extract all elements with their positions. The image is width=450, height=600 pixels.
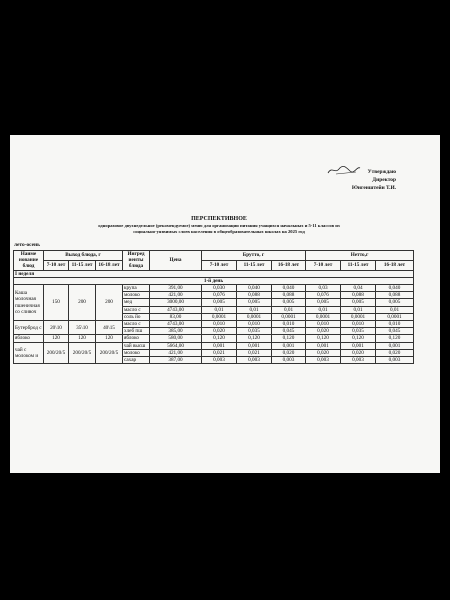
net-value: 0,010 — [306, 321, 341, 328]
ingredient-name: масло с — [123, 306, 150, 313]
net-value: 0,001 — [341, 342, 376, 349]
dish-name: чай с молоком и — [14, 342, 44, 364]
ingredient-name: молоко — [123, 292, 150, 299]
gross-value: 0,005 — [272, 299, 306, 306]
ingredient-name: мед — [123, 299, 150, 306]
menu-table — [13, 250, 414, 364]
gross-value: 0,088 — [272, 292, 306, 299]
dish-yield: 200/20/5 — [44, 342, 69, 364]
ingredient-name: крупа — [123, 285, 150, 292]
ingredient-name: масло с — [123, 321, 150, 328]
dish-yield: 35\10 — [69, 321, 96, 335]
gross-value: 0,0001 — [202, 313, 237, 320]
net-value: 0,010 — [341, 321, 376, 328]
net-value: 0,0001 — [376, 313, 414, 320]
net-value: 0,035 — [341, 328, 376, 335]
dish-yield: 200/20/5 — [69, 342, 96, 364]
dish-yield: 200 — [96, 285, 123, 321]
document-subtitle-1: одноразовое двухнедельное (рекомендуемое) меню для организации питания учащихся начальных и 5-11 классов из — [98, 223, 340, 228]
ingredient-name: чай высш — [123, 342, 150, 349]
approval-block — [352, 168, 396, 192]
gross-value: 0,120 — [202, 335, 237, 342]
approval-line1: Утверждаю — [367, 169, 396, 175]
gross-value: 0,076 — [202, 292, 237, 299]
approval-line2: Директор — [372, 177, 396, 183]
header-yield-age3: 16-18 лет — [96, 260, 123, 270]
ingredient-name: соль йо — [123, 313, 150, 320]
ingredient-price: 83,00 — [150, 313, 202, 320]
net-value: 0,01 — [306, 306, 341, 313]
gross-value: 0,0001 — [272, 313, 306, 320]
header-dish-name: Наиме нование блюд — [14, 251, 44, 271]
gross-value: 0,01 — [202, 306, 237, 313]
header-price: Цена — [150, 251, 202, 271]
dish-name: Бутерброд с — [14, 321, 44, 335]
net-value: 0,120 — [306, 335, 341, 342]
header-gross-age2: 11-15 лет — [237, 260, 272, 270]
table-row — [14, 285, 414, 292]
gross-value: 0,005 — [202, 299, 237, 306]
gross-value: 0,010 — [272, 321, 306, 328]
net-value: 0,0001 — [306, 313, 341, 320]
gross-value: 0,003 — [202, 357, 237, 364]
gross-value: 0,0001 — [237, 313, 272, 320]
net-value: 0,020 — [306, 328, 341, 335]
gross-value: 0,010 — [202, 321, 237, 328]
net-value: 0,001 — [306, 342, 341, 349]
dish-name: Каша молочная пшеничная со сливоч — [14, 285, 44, 321]
header-gross: Брутто, г — [202, 251, 306, 261]
gross-value: 0,020 — [272, 349, 306, 356]
gross-value: 0,030 — [202, 285, 237, 292]
ingredient-price: 3000,00 — [150, 299, 202, 306]
gross-value: 0,001 — [237, 342, 272, 349]
week-label: I неделя — [14, 270, 414, 277]
header-gross-age1: 7-10 лет — [202, 260, 237, 270]
net-value: 0,005 — [306, 299, 341, 306]
ingredient-price: 385,00 — [150, 328, 202, 335]
dish-name: яблоко — [14, 335, 44, 342]
net-value: 0,003 — [376, 357, 414, 364]
header-net-age3: 16-18 лет — [376, 260, 414, 270]
gross-value: 0,01 — [237, 306, 272, 313]
gross-value: 0,020 — [202, 328, 237, 335]
ingredient-price: 580,00 — [150, 335, 202, 342]
document-subtitle-2: социально-уязвимых слоев населения в общеобразовательных школах на 2025 год — [133, 229, 305, 235]
dish-yield: 120 — [44, 335, 69, 342]
document-heading: ПЕРСПЕКТИВНОЕ — [191, 216, 247, 222]
net-value: 0,088 — [376, 292, 414, 299]
ingredient-price: 4743,00 — [150, 321, 202, 328]
ingredient-price: 4743,00 — [150, 306, 202, 313]
header-ingredients: Ингред иенты блюда — [123, 251, 150, 271]
ingredient-price: 391,00 — [150, 285, 202, 292]
net-value: 0,01 — [341, 306, 376, 313]
day-label: 1-й день — [14, 277, 414, 284]
table-row — [14, 335, 414, 342]
gross-value: 0,003 — [237, 357, 272, 364]
gross-value: 0,040 — [272, 285, 306, 292]
net-value: 0,020 — [376, 349, 414, 356]
gross-value: 0,010 — [237, 321, 272, 328]
gross-value: 0,003 — [272, 357, 306, 364]
gross-value: 0,040 — [237, 285, 272, 292]
net-value: 0,003 — [306, 357, 341, 364]
ingredient-price: 421,00 — [150, 349, 202, 356]
ingredient-price: 421,00 — [150, 292, 202, 299]
dish-yield: 200/20/5 — [96, 342, 123, 364]
net-value: 0,005 — [376, 299, 414, 306]
net-value: 0,076 — [306, 292, 341, 299]
net-value: 0,088 — [341, 292, 376, 299]
gross-value: 0,001 — [202, 342, 237, 349]
net-value: 0,120 — [376, 335, 414, 342]
net-value: 0,040 — [376, 285, 414, 292]
net-value: 0,003 — [341, 357, 376, 364]
header-yield-age2: 11-15 лет — [69, 260, 96, 270]
header-net: Нетто,г — [306, 251, 414, 261]
gross-value: 0,088 — [237, 292, 272, 299]
table-row — [14, 342, 414, 349]
gross-value: 0,035 — [237, 328, 272, 335]
net-value: 0,020 — [306, 349, 341, 356]
dish-yield: 120 — [69, 335, 96, 342]
gross-value: 0,021 — [202, 349, 237, 356]
document-page — [10, 135, 440, 473]
table-row — [14, 321, 414, 328]
header-net-age2: 11-15 лет — [341, 260, 376, 270]
net-value: 0,005 — [341, 299, 376, 306]
gross-value: 0,005 — [237, 299, 272, 306]
gross-value: 0,120 — [237, 335, 272, 342]
dish-yield: 120 — [96, 335, 123, 342]
gross-value: 0,01 — [272, 306, 306, 313]
ingredient-name: хлеб пш — [123, 328, 150, 335]
approval-line3: Юнгенштейн Т.И. — [351, 185, 396, 191]
ingredient-price: 387,00 — [150, 357, 202, 364]
dish-yield: 150 — [44, 285, 69, 321]
dish-yield: 40\15 — [96, 321, 123, 335]
net-value: 0,120 — [341, 335, 376, 342]
ingredient-name: молоко — [123, 349, 150, 356]
signature-mark — [326, 164, 362, 176]
net-value: 0,010 — [376, 321, 414, 328]
net-value: 0,01 — [376, 306, 414, 313]
net-value: 0,020 — [341, 349, 376, 356]
gross-value: 0,001 — [272, 342, 306, 349]
header-gross-age3: 16-18 лет — [272, 260, 306, 270]
net-value: 0,0001 — [341, 313, 376, 320]
ingredient-name: сахар — [123, 357, 150, 364]
net-value: 0,04 — [341, 285, 376, 292]
dish-yield: 200 — [69, 285, 96, 321]
header-net-age1: 7-10 лет — [306, 260, 341, 270]
net-value: 0,03 — [306, 285, 341, 292]
season-label: лето-осень — [14, 242, 40, 248]
gross-value: 0,120 — [272, 335, 306, 342]
net-value: 0,045 — [376, 328, 414, 335]
ingredient-price: 5664,00 — [150, 342, 202, 349]
header-yield: Выход блюда, г — [44, 251, 123, 261]
net-value: 0,001 — [376, 342, 414, 349]
ingredient-name: яблоко — [123, 335, 150, 342]
gross-value: 0,045 — [272, 328, 306, 335]
title-block — [28, 215, 410, 236]
gross-value: 0,021 — [237, 349, 272, 356]
dish-yield: 20\10 — [44, 321, 69, 335]
header-yield-age1: 7-10 лет — [44, 260, 69, 270]
